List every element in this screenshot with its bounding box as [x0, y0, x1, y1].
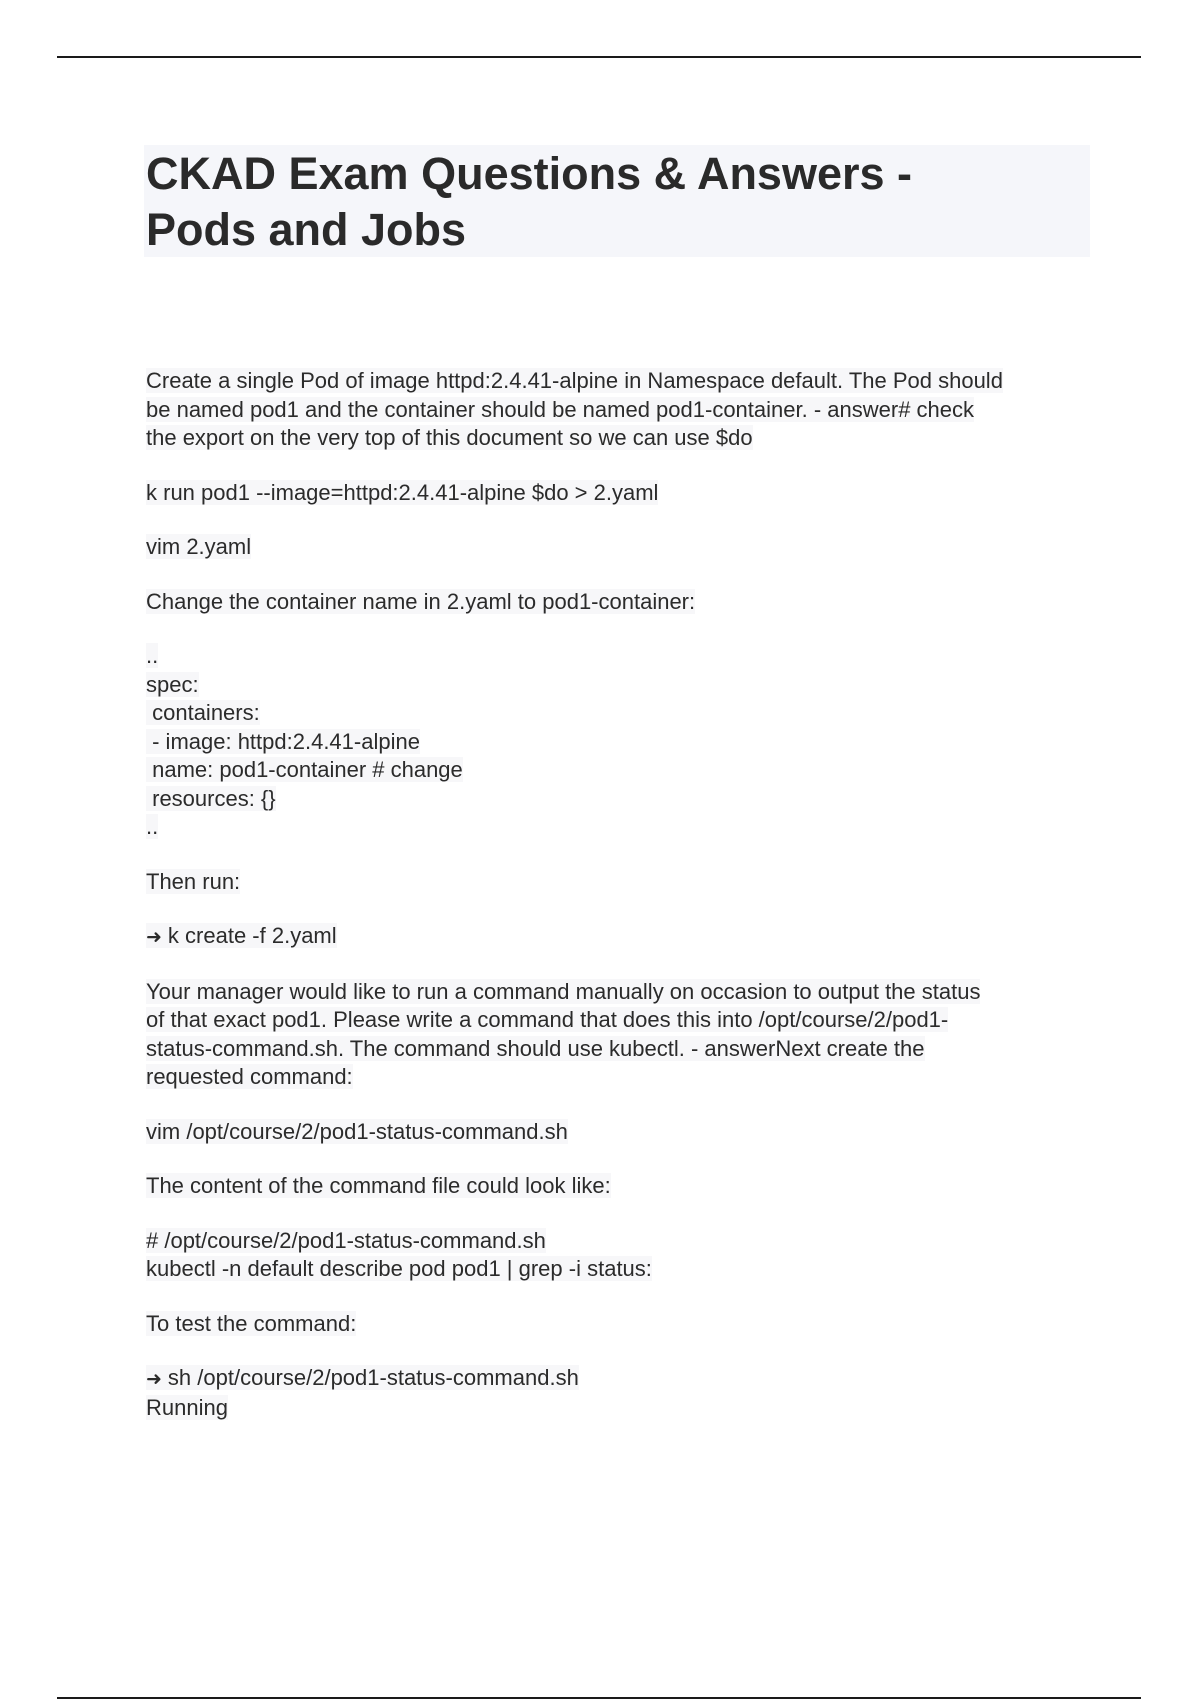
command-create-pod: ➜ k create -f 2.yaml [146, 923, 337, 948]
top-rule [57, 56, 1141, 58]
instruction-change-name: Change the container name in 2.yaml to pod1-container: [146, 588, 696, 614]
yaml-snippet: .. spec: containers: - image: httpd:2.4.41-alpine name: pod1-container # change resources: {} .. [146, 643, 463, 839]
page-title: CKAD Exam Questions & Answers - Pods and Jobs [146, 148, 913, 255]
instruction-test-command: To test the command: [146, 1310, 357, 1336]
question-1-text: Create a single Pod of image httpd:2.4.41-alpine in Namespace default. The Pod should be named pod1 and the container should be named pod1-container. - answer# check the export on the very top of this document so we can use $do [146, 368, 1003, 450]
bottom-rule [57, 1697, 1141, 1699]
command-test-output: ➜ sh /opt/course/2/pod1-status-command.sh Running [146, 1365, 579, 1420]
arrow-icon: ➜ [146, 926, 162, 948]
question-2-text: Your manager would like to run a command manually on occasion to output the status of that exact pod1. Please write a command that does this into /opt/course/2/pod1- status-command.sh. The command should use kubectl. - answerNext create the requested command: [146, 978, 981, 1089]
instruction-file-content: The content of the command file could look like: [146, 1173, 611, 1198]
instruction-then-run: Then run: [146, 868, 241, 894]
command-run-pod: k run pod1 --image=httpd:2.4.41-alpine $do > 2.yaml [146, 479, 659, 505]
document-body [146, 367, 1096, 1448]
command-vim-status-script: vim /opt/course/2/pod1-status-command.sh [146, 1118, 568, 1144]
arrow-icon: ➜ [146, 1368, 162, 1390]
script-content: # /opt/course/2/pod1-status-command.sh kubectl -n default describe pod pod1 | grep -i status: [146, 1227, 652, 1281]
command-vim-yaml: vim 2.yaml [146, 534, 252, 559]
